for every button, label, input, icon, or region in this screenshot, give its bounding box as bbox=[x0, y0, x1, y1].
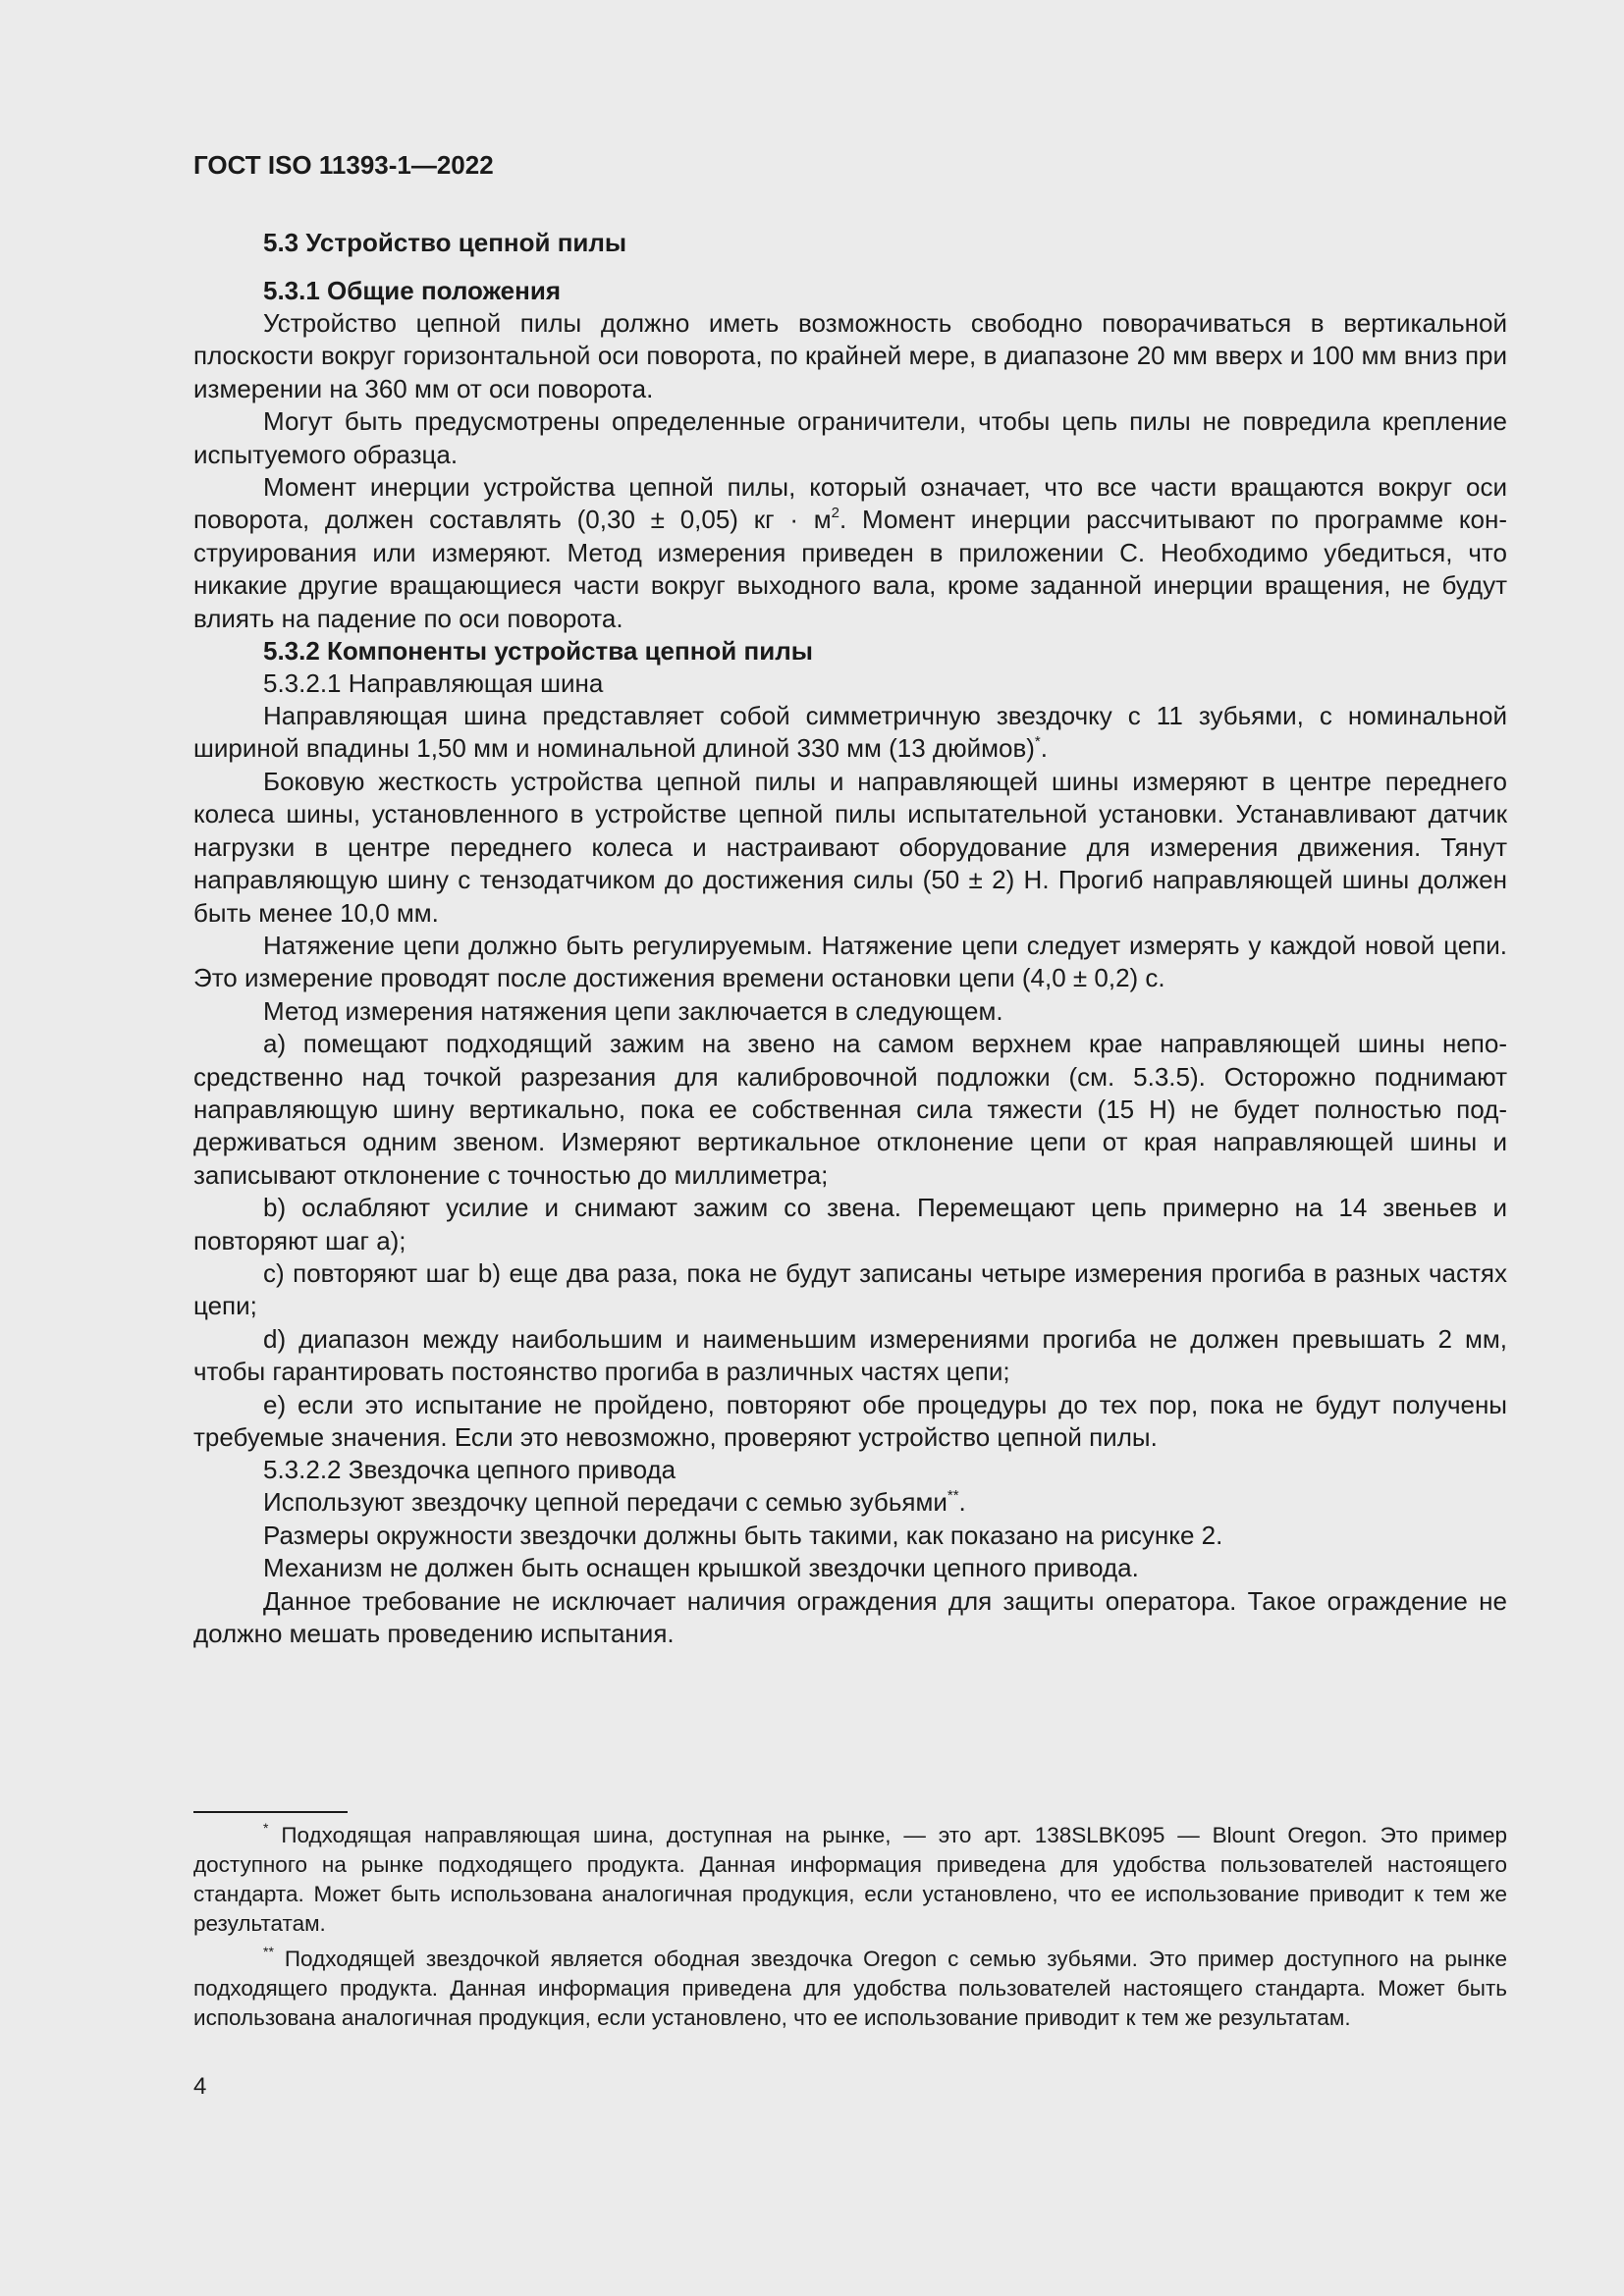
guide-bar-text-end: . bbox=[1040, 733, 1048, 764]
paragraph-moment-of-inertia bbox=[193, 471, 1507, 635]
paragraph-guide-bar-description bbox=[193, 700, 1507, 766]
section-heading-5-3: 5.3 Устройство цепной пилы bbox=[263, 228, 627, 257]
paragraph-method-intro: Метод измерения натяжения цепи заключается в следующем. bbox=[263, 995, 1003, 1026]
footnote-ref-1: * bbox=[1034, 733, 1041, 751]
sprocket-text: Используют звездочку цепной передачи с семью зубьями bbox=[263, 1487, 947, 1518]
superscript-exponent: 2 bbox=[831, 505, 839, 522]
clause-heading-5-3-2-1: 5.3.2.1 Направляющая шина bbox=[263, 668, 604, 699]
clause-heading-5-3-2-2: 5.3.2.2 Звездочка цепного привода bbox=[263, 1455, 677, 1485]
paragraph-lateral-stiffness: Боковую жесткость устройства цепной пилы и направляющей шины измеряют в центре переднего колеса шины, установленного в устройстве цепной пилы испытательной установки. Устанавливают датчик нагрузки в центре переднего колеса и настраивают оборудование для измерения движения. Тянут направляющую шину с тензодатчиком до достижения силы (50 ± 2) Н. Прогиб направляющей шины должен быть менее 10,0 мм. bbox=[193, 766, 1507, 928]
list-item-step-b: b) ослабляют усилие и снимают зажим со звена. Перемещают цепь примерно на 14 звеньев и повторяют шаг а); bbox=[193, 1193, 1507, 1255]
subsection-heading-5-3-2: 5.3.2 Компоненты устройства цепной пилы bbox=[263, 636, 813, 667]
footnote-separator-line bbox=[193, 1811, 348, 1813]
sprocket-text-end: . bbox=[958, 1487, 966, 1518]
inertia-text-start: Момент инерции устройства цепной пилы, который означает, что все части вращаются вокруг оси поворота, должен составлять (0,30 ± 0,05) кг · м bbox=[193, 472, 1507, 535]
list-item-step-e: e) если это испытание не пройдено, повторяют обе процедуры до тех пор, пока не будут получены требуемые значения. Если это невозможно, проверяют устройство цепной пилы. bbox=[193, 1389, 1507, 1452]
subsection-heading-5-3-1: 5.3.1 Общие положения bbox=[263, 276, 561, 305]
footnote-1-mark: * bbox=[263, 1820, 269, 1836]
list-item-step-a: a) помещают подходящий зажим на звено на самом верхнем крае направляющей шины непосредственно над точкой разрезания для калибровочной подложки (см. 5.3.5). Осторожно поднимают направляющую шину вертикально, пока ее собственная сила тяжести (15 Н) не будет полностью поддерживаться одним звеном. Измеряют вертикальное отклонение цепи от края направляющей шины и записывают отклонение с точностью до миллиметра; bbox=[193, 1029, 1507, 1190]
footnotes-block bbox=[193, 1811, 1507, 2039]
footnote-2 bbox=[193, 1945, 1507, 2033]
footnote-1 bbox=[193, 1821, 1507, 1939]
footnote-2-text: Подходящей звездочкой является ободная звездочка Oregon с семью зубьями. Это пример доступного на рынке подходящего продукта. Данная информация приведена для удобства пользователей настоящего стандарта. Может быть использована аналогичная продукция, если установлено, что ее использование приводит к тем же результатам. bbox=[193, 1947, 1507, 2030]
list-item-step-c: c) повторяют шаг b) еще два раза, пока не будут записаны четыре измерения прогиба в разных частях цепи; bbox=[193, 1257, 1507, 1321]
footnote-ref-2: ** bbox=[947, 1487, 959, 1505]
paragraph-rotation-range: Устройство цепной пилы должно иметь возможность свободно поворачиваться в вертикальной плоскости вокруг горизонтальной оси поворота, по крайней мере, в диапазоне 20 мм вверх и 100 мм вниз при измерении на 360 мм от оси поворота. bbox=[193, 308, 1507, 403]
paragraph-chain-tension: Натяжение цепи должно быть регулируемым. Натяжение цепи следует измерять у каждой новой цепи. Это измерение проводят после достижения времени остановки цепи (4,0 ± 0,2) с. bbox=[193, 930, 1507, 993]
paragraph-sprocket-dimensions: Размеры окружности звездочки должны быть такими, как показано на рисунке 2. bbox=[263, 1520, 1223, 1550]
footnote-2-mark: ** bbox=[263, 1944, 274, 1959]
page-number: 4 bbox=[193, 2073, 207, 2100]
list-item-step-d: d) диапазон между наибольшим и наименьшим измерениями прогиба не должен превышать 2 мм, чтобы гарантировать постоянство прогиба в различных частях цепи; bbox=[193, 1323, 1507, 1387]
paragraph-guard-requirement: Данное требование не исключает наличия ограждения для защиты оператора. Такое ограждение не должно мешать проведению испытания. bbox=[193, 1585, 1507, 1649]
paragraph-sprocket-cover: Механизм не должен быть оснащен крышкой звездочки цепного привода. bbox=[263, 1553, 1139, 1583]
paragraph-limiters: Могут быть предусмотрены определенные ограничители, чтобы цепь пилы не повредила крепление испытуемого образца. bbox=[193, 406, 1507, 469]
document-standard-header: ГОСТ ISO 11393-1—2022 bbox=[193, 150, 494, 180]
document-page bbox=[193, 147, 1507, 1650]
inertia-text-end: . Момент инерции рассчитывают по программе конструирования или измеряют. Метод измерения приведен в приложении С. Необходимо убедиться, что никакие другие вращающиеся части вокруг выходного вала, кроме заданной инерции вращения, не будут влиять на падение по оси поворота. bbox=[193, 505, 1507, 633]
guide-bar-text: Направляющая шина представляет собой симметричную звездочку с 11 зубьями, с номинальной шириной впадины 1,50 мм и номинальной длиной 330 мм (13 дюймов) bbox=[193, 701, 1507, 764]
footnote-1-text: Подходящая направляющая шина, доступная на рынке, — это арт. 138SLBK095 — Blount Oregon. Это пример доступного на рынке подходящего продукта. Данная информация приведена для удобства пользователей настоящего стандарта. Может быть использована аналогичная продукция, если установлено, что ее использование приводит к тем же результатам. bbox=[193, 1823, 1507, 1936]
paragraph-sprocket-usage bbox=[193, 1486, 1507, 1519]
